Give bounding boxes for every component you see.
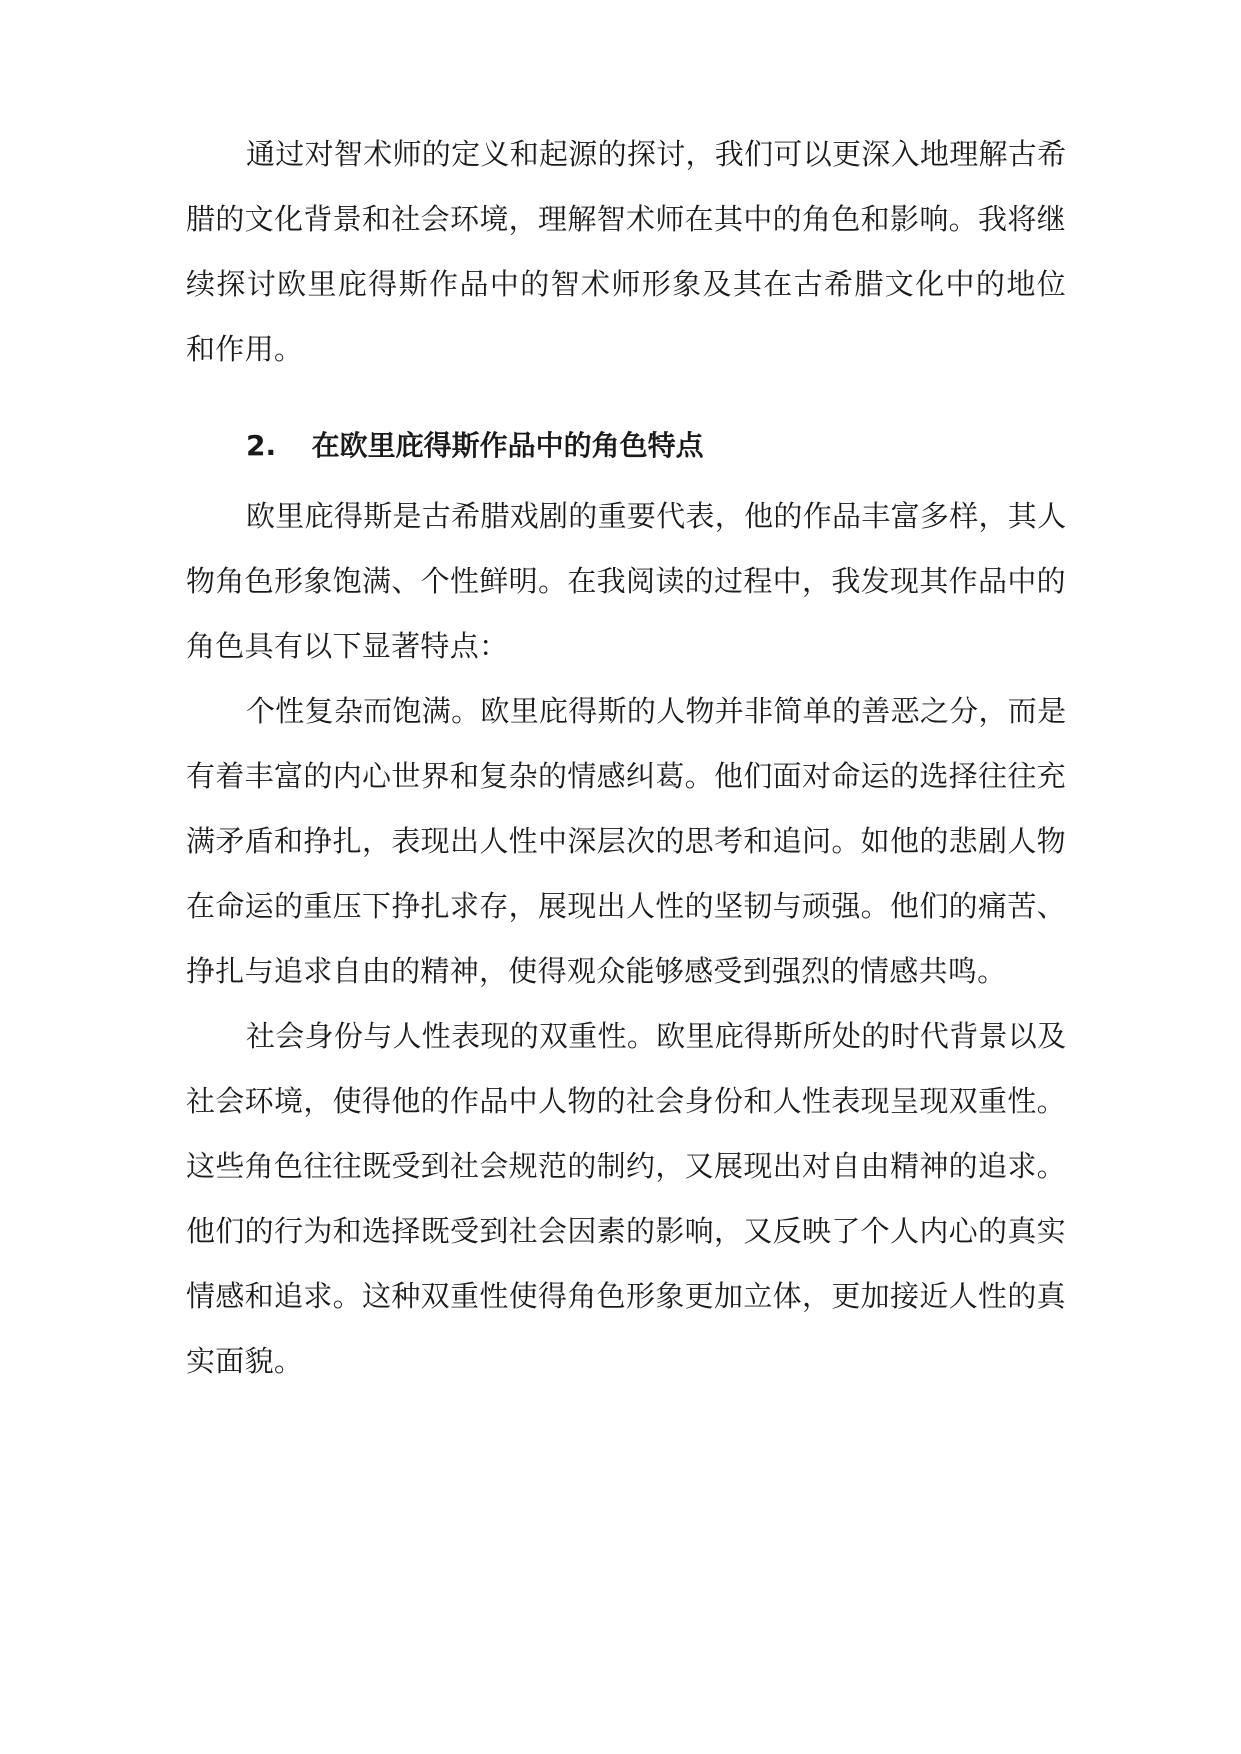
section-heading-number: 2. bbox=[246, 429, 277, 462]
paragraph-3-line-2: 有着丰富的内心世界和复杂的情感纠葛。他们面对命运的选择往往充 bbox=[186, 759, 1066, 793]
paragraph-4-line-6: 实面貌。 bbox=[186, 1344, 304, 1378]
paragraph-4-line-1: 社会身份与人性表现的双重性。欧里庇得斯所处的时代背景以及 bbox=[246, 1019, 1067, 1053]
paragraph-1-line-1: 通过对智术师的定义和起源的探讨，我们可以更深入地理解古希 bbox=[246, 137, 1067, 171]
paragraph-4-line-3: 这些角色往往既受到社会规范的制约，又展现出对自由精神的追求。 bbox=[186, 1149, 1066, 1183]
paragraph-2-line-2: 物角色形象饱满、个性鲜明。在我阅读的过程中，我发现其作品中的 bbox=[186, 564, 1066, 598]
paragraph-3-line-5: 挣扎与追求自由的精神，使得观众能够感受到强烈的情感共鸣。 bbox=[186, 954, 1007, 988]
paragraph-2-line-1: 欧里庇得斯是古希腊戏剧的重要代表，他的作品丰富多样，其人 bbox=[246, 499, 1067, 533]
paragraph-1-line-3: 续探讨欧里庇得斯作品中的智术师形象及其在古希腊文化中的地位 bbox=[186, 267, 1066, 301]
paragraph-4-line-5: 情感和追求。这种双重性使得角色形象更加立体，更加接近人性的真 bbox=[186, 1279, 1066, 1313]
paragraph-3-line-3: 满矛盾和挣扎，表现出人性中深层次的思考和追问。如他的悲剧人物 bbox=[186, 824, 1066, 858]
paragraph-2-line-3: 角色具有以下显著特点： bbox=[186, 629, 509, 663]
section-heading bbox=[246, 426, 704, 466]
section-heading-title: 在欧里庇得斯作品中的角色特点 bbox=[311, 429, 704, 462]
paragraph-4-line-4: 他们的行为和选择既受到社会因素的影响，又反映了个人内心的真实 bbox=[186, 1214, 1066, 1248]
paragraph-3-line-4: 在命运的重压下挣扎求存，展现出人性的坚韧与顽强。他们的痛苦、 bbox=[186, 889, 1066, 923]
paragraph-3-line-1: 个性复杂而饱满。欧里庇得斯的人物并非简单的善恶之分，而是 bbox=[246, 694, 1067, 728]
paragraph-1-line-4: 和作用。 bbox=[186, 332, 304, 366]
paragraph-4-line-2: 社会环境，使得他的作品中人物的社会身份和人性表现呈现双重性。 bbox=[186, 1084, 1066, 1118]
paragraph-1-line-2: 腊的文化背景和社会环境，理解智术师在其中的角色和影响。我将继 bbox=[186, 202, 1066, 236]
